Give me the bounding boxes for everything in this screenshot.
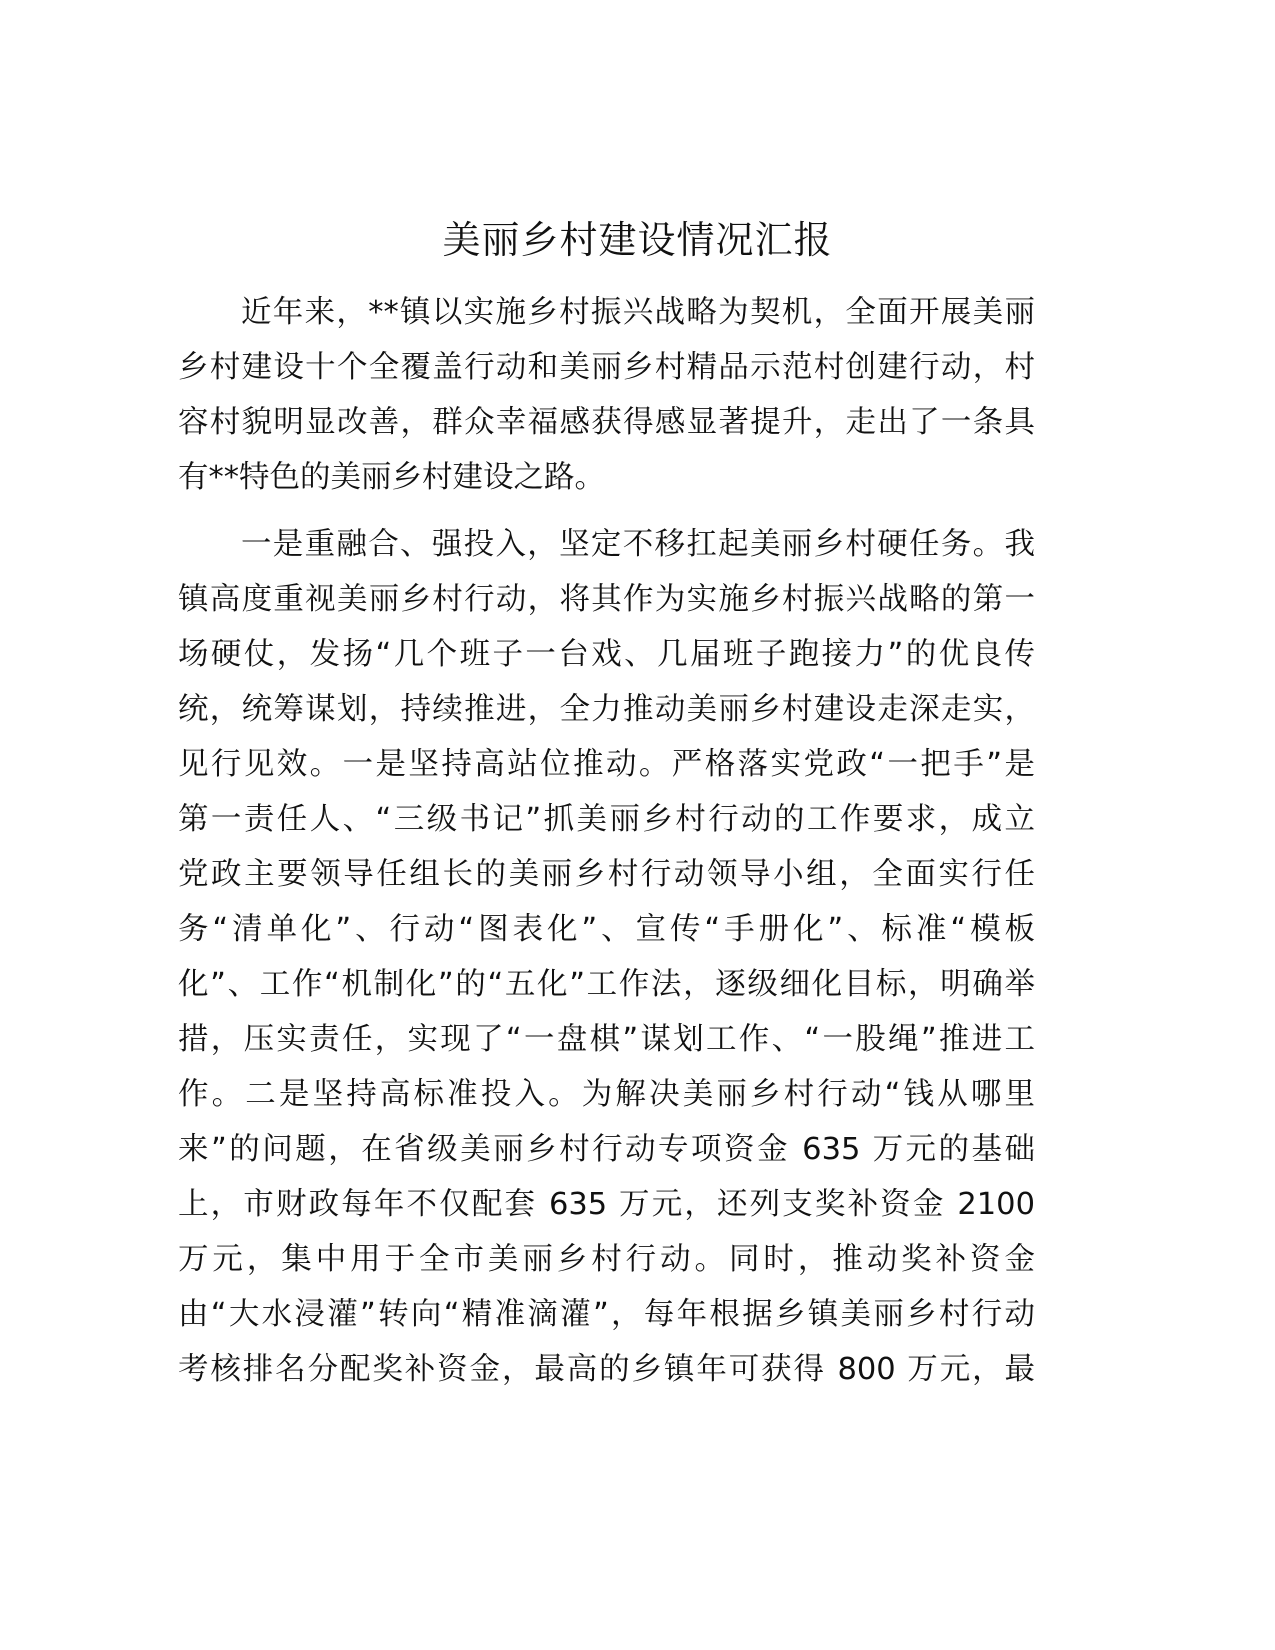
text-line: 乡村建设十个全覆盖行动和美丽乡村精品示范村创建行动，村 bbox=[178, 350, 1035, 385]
text-line: 近年来，**镇以实施乡村振兴战略为契机，全面开展美丽 bbox=[241, 295, 1035, 330]
text-line: 上，市财政每年不仅配套 635 万元，还列支奖补资金 2100 bbox=[178, 1187, 1035, 1222]
text-line: 党政主要领导任组长的美丽乡村行动领导小组，全面实行任 bbox=[178, 857, 1035, 892]
text-line: 措，压实责任，实现了“一盘棋”谋划工作、“一股绳”推进工 bbox=[178, 1022, 1035, 1057]
text-line: 一是重融合、强投入，坚定不移扛起美丽乡村硬任务。我 bbox=[241, 527, 1035, 562]
text-line: 万元，集中用于全市美丽乡村行动。同时，推动奖补资金 bbox=[178, 1242, 1035, 1277]
text-line: 来”的问题，在省级美丽乡村行动专项资金 635 万元的基础 bbox=[178, 1132, 1035, 1167]
text-line: 第一责任人、“三级书记”抓美丽乡村行动的工作要求，成立 bbox=[178, 802, 1035, 837]
paragraph-intro bbox=[178, 285, 1035, 505]
text-line: 有**特色的美丽乡村建设之路。 bbox=[178, 460, 605, 495]
text-line: 见行见效。一是坚持高站位推动。严格落实党政“一把手”是 bbox=[178, 747, 1035, 782]
text-line: 务“清单化”、行动“图表化”、宣传“手册化”、标准“模板 bbox=[178, 912, 1035, 947]
document-title: 美丽乡村建设情况汇报 bbox=[442, 218, 833, 262]
text-line: 统，统筹谋划，持续推进，全力推动美丽乡村建设走深走实， bbox=[178, 692, 1035, 727]
paragraph-investment bbox=[178, 517, 1035, 1397]
text-line: 考核排名分配奖补资金，最高的乡镇年可获得 800 万元，最 bbox=[178, 1352, 1035, 1387]
text-line: 化”、工作“机制化”的“五化”工作法，逐级细化目标，明确举 bbox=[178, 967, 1035, 1002]
text-line: 场硬仗，发扬“几个班子一台戏、几届班子跑接力”的优良传 bbox=[178, 637, 1035, 672]
text-line: 作。二是坚持高标准投入。为解决美丽乡村行动“钱从哪里 bbox=[178, 1077, 1035, 1112]
text-line: 容村貌明显改善，群众幸福感获得感显著提升，走出了一条具 bbox=[178, 405, 1035, 440]
text-line: 由“大水浸灌”转向“精准滴灌”，每年根据乡镇美丽乡村行动 bbox=[178, 1297, 1035, 1332]
text-line: 镇高度重视美丽乡村行动，将其作为实施乡村振兴战略的第一 bbox=[178, 582, 1035, 617]
